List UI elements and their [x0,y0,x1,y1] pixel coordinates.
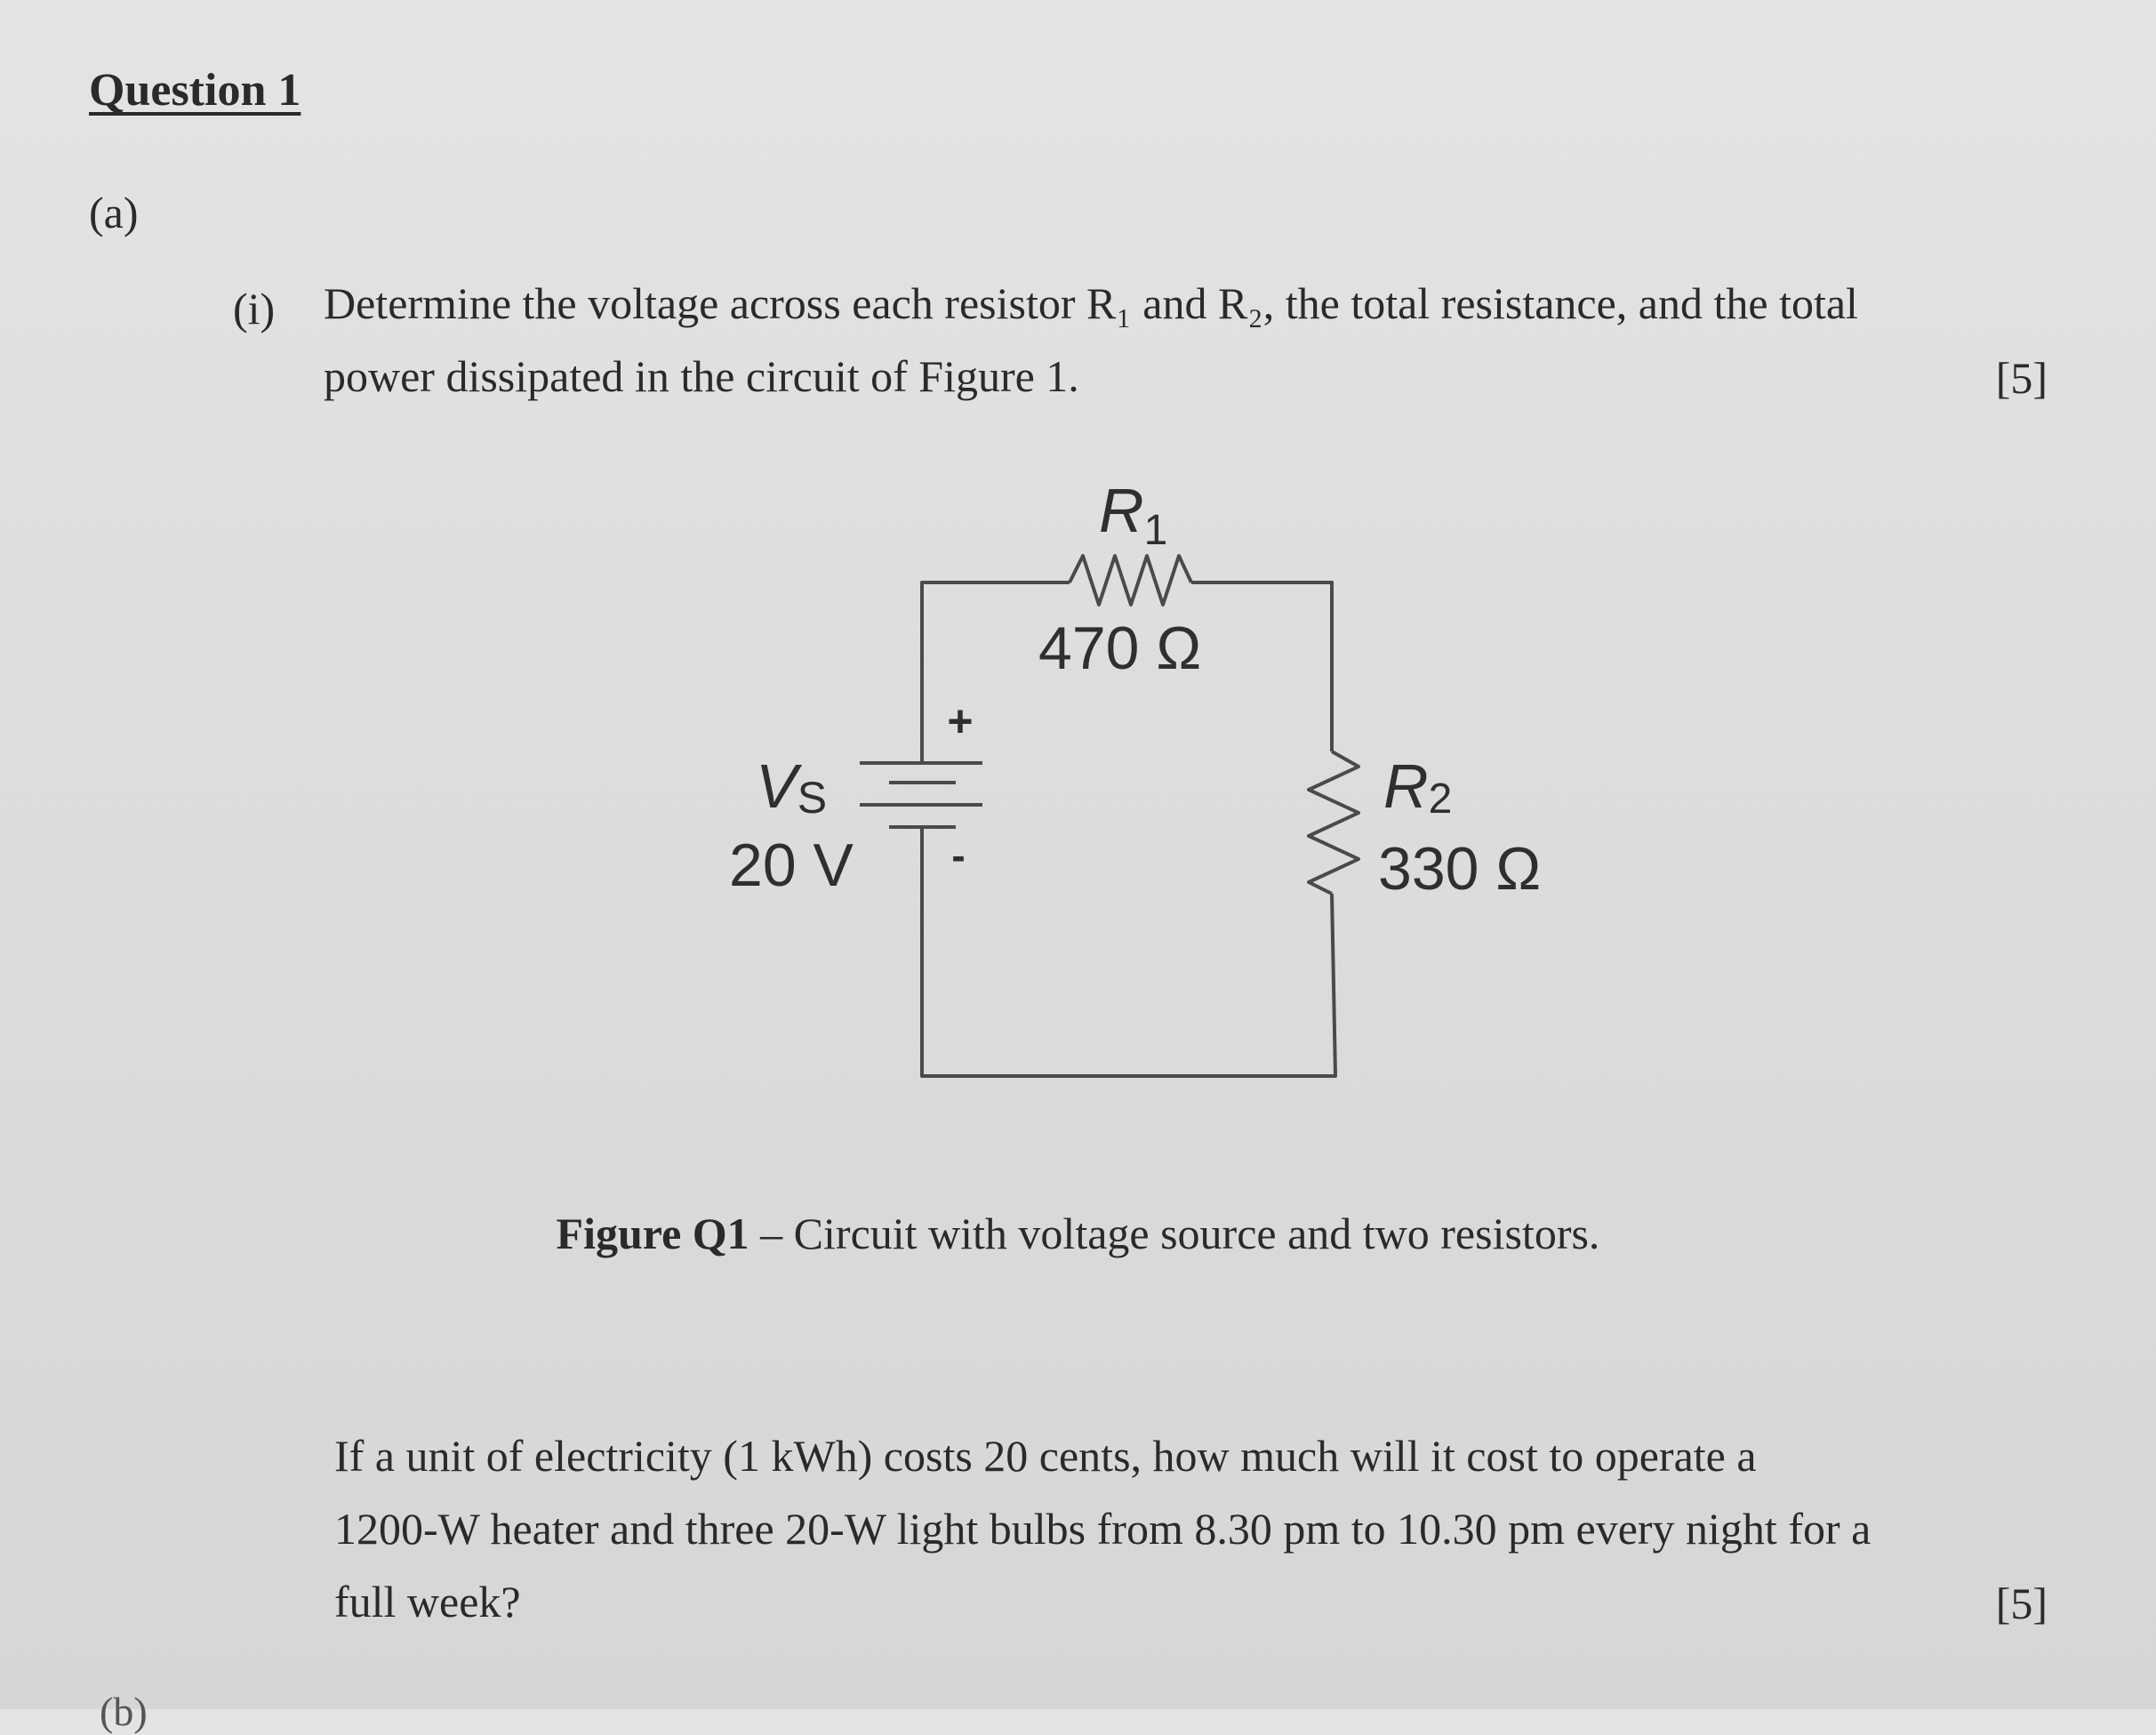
resistor-r2-symbol [1309,751,1359,894]
question-ii-line-1: If a unit of electricity (1 kWh) costs 20 cents, how much will it cost to operate a [334,1431,1757,1481]
question-ii-marks: [5] [1995,1578,2048,1628]
figure-caption [0,1208,2156,1259]
question-ii-line-3: full week? [334,1577,521,1627]
question-i-line-1: Determine the voltage across each resistor R₁ and R₂, the total resistance, and the total [324,278,1858,328]
wire-bottom [922,827,1335,1076]
question-ii-text [334,1419,2048,1638]
part-b-label-cut-off: (b) [100,1689,148,1734]
part-a-label: (a) [89,188,139,237]
r2-value: 330 Ω [1378,835,1542,903]
source-value: 20 V [729,831,854,899]
r2-label: R2 [1383,751,1453,823]
figure-caption-bold: Figure Q1 [556,1209,749,1258]
r1-label: $R_1$ [1099,476,1168,554]
source-label: VS [756,751,828,823]
question-i-marks: [5] [1995,353,2048,403]
plus-sign: + [947,696,974,746]
minus-sign: - [951,832,966,879]
figure-caption-text: – Circuit with voltage source and two resistors. [749,1209,1600,1258]
question-i-line-2: power dissipated in the circuit of Figure 1. [324,351,1079,401]
wire-top-right [1191,582,1332,751]
sub-question-i-label: (i) [233,284,276,333]
question-ii-line-2: 1200-W heater and three 20-W light bulbs from 8.30 pm to 10.30 pm every night for a [334,1504,1871,1554]
resistor-r1-symbol [1070,556,1191,605]
question-title: Question 1 [89,65,301,116]
r1-value: 470 Ω [1038,614,1202,682]
